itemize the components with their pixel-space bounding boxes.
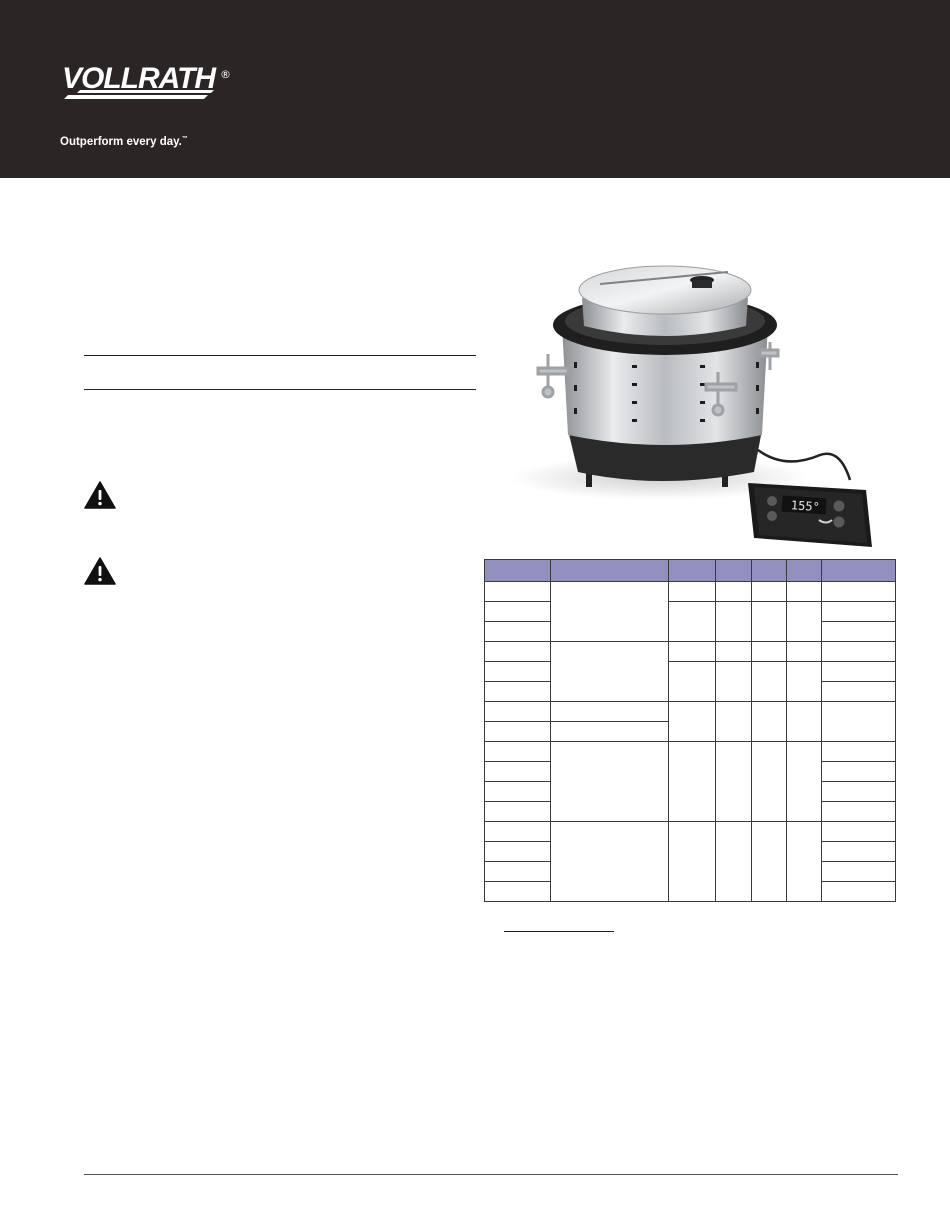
footer-rule xyxy=(84,1174,898,1175)
table-row xyxy=(485,702,896,722)
table-cell xyxy=(669,702,716,742)
table-cell xyxy=(485,782,551,802)
table-cell xyxy=(787,822,822,902)
table-cell xyxy=(716,642,752,662)
table-cell xyxy=(551,822,669,902)
table-cell xyxy=(787,602,822,642)
spec-table-header-row xyxy=(485,560,896,582)
table-cell xyxy=(485,662,551,682)
tagline-text: Outperform every day. xyxy=(60,136,182,148)
warning-icon xyxy=(84,557,116,585)
table-cell xyxy=(822,582,896,602)
vollrath-logo xyxy=(58,62,238,122)
brand-tagline xyxy=(60,136,188,148)
table-cell xyxy=(822,762,896,782)
table-cell xyxy=(822,882,896,902)
table-cell xyxy=(485,622,551,642)
spec-table xyxy=(484,559,896,902)
table-cell xyxy=(551,742,669,822)
table-cell xyxy=(787,662,822,702)
table-cell xyxy=(822,682,896,702)
table-cell xyxy=(551,722,669,742)
header-cell xyxy=(752,560,787,582)
table-cell xyxy=(669,662,716,702)
table-cell xyxy=(485,882,551,902)
table-cell xyxy=(822,622,896,642)
table-cell xyxy=(669,602,716,642)
warning-icon xyxy=(84,481,116,509)
table-row xyxy=(485,642,896,662)
table-cell xyxy=(716,662,752,702)
table-cell xyxy=(716,582,752,602)
table-cell xyxy=(669,822,716,902)
table-cell xyxy=(485,722,551,742)
table-cell xyxy=(716,702,752,742)
table-cell xyxy=(485,862,551,882)
table-cell xyxy=(822,642,896,662)
header-cell xyxy=(485,560,551,582)
table-cell xyxy=(752,702,787,742)
table-row xyxy=(485,662,896,682)
table-cell xyxy=(822,802,896,822)
table-cell xyxy=(787,582,822,602)
table-cell xyxy=(485,762,551,782)
table-cell xyxy=(551,642,669,702)
header-cell xyxy=(716,560,752,582)
table-cell xyxy=(752,582,787,602)
table-cell xyxy=(822,782,896,802)
tagline-trademark: ™ xyxy=(181,136,188,143)
table-cell xyxy=(822,702,896,742)
table-cell xyxy=(485,802,551,822)
header-cell xyxy=(787,560,822,582)
panel-display-readout: 155° xyxy=(790,498,821,515)
title-top-rule xyxy=(84,355,476,356)
table-cell xyxy=(822,842,896,862)
table-cell xyxy=(787,642,822,662)
header-cell xyxy=(669,560,716,582)
table-row xyxy=(485,822,896,842)
soup-well-illustration xyxy=(510,250,910,560)
table-row xyxy=(485,742,896,762)
table-cell xyxy=(752,602,787,642)
table-cell xyxy=(787,742,822,822)
table-cell xyxy=(822,822,896,842)
table-cell xyxy=(669,742,716,822)
table-cell xyxy=(485,642,551,662)
table-cell xyxy=(485,822,551,842)
logo-wordmark: VOLLRATH xyxy=(62,62,216,95)
table-cell xyxy=(822,862,896,882)
header-cell xyxy=(822,560,896,582)
table-cell xyxy=(822,662,896,682)
title-bottom-rule xyxy=(84,389,476,390)
table-cell xyxy=(485,582,551,602)
table-cell xyxy=(822,742,896,762)
table-cell xyxy=(669,582,716,602)
table-cell xyxy=(752,662,787,702)
table-cell xyxy=(716,742,752,822)
product-photo xyxy=(510,250,910,560)
table-row xyxy=(485,582,896,602)
table-cell xyxy=(752,742,787,822)
table-cell xyxy=(551,702,669,722)
table-cell xyxy=(485,742,551,762)
footnote-link-underline[interactable] xyxy=(504,931,614,932)
table-cell xyxy=(485,702,551,722)
table-cell xyxy=(669,642,716,662)
table-cell xyxy=(787,702,822,742)
table-row xyxy=(485,602,896,622)
table-cell xyxy=(822,602,896,622)
table-cell xyxy=(716,602,752,642)
logo-registered-mark: ® xyxy=(220,68,231,81)
table-cell xyxy=(485,842,551,862)
table-cell xyxy=(485,602,551,622)
table-cell xyxy=(485,682,551,702)
table-cell xyxy=(752,822,787,902)
page-header xyxy=(0,0,950,178)
table-cell xyxy=(551,582,669,642)
table-cell xyxy=(716,822,752,902)
header-cell xyxy=(551,560,669,582)
table-cell xyxy=(752,642,787,662)
